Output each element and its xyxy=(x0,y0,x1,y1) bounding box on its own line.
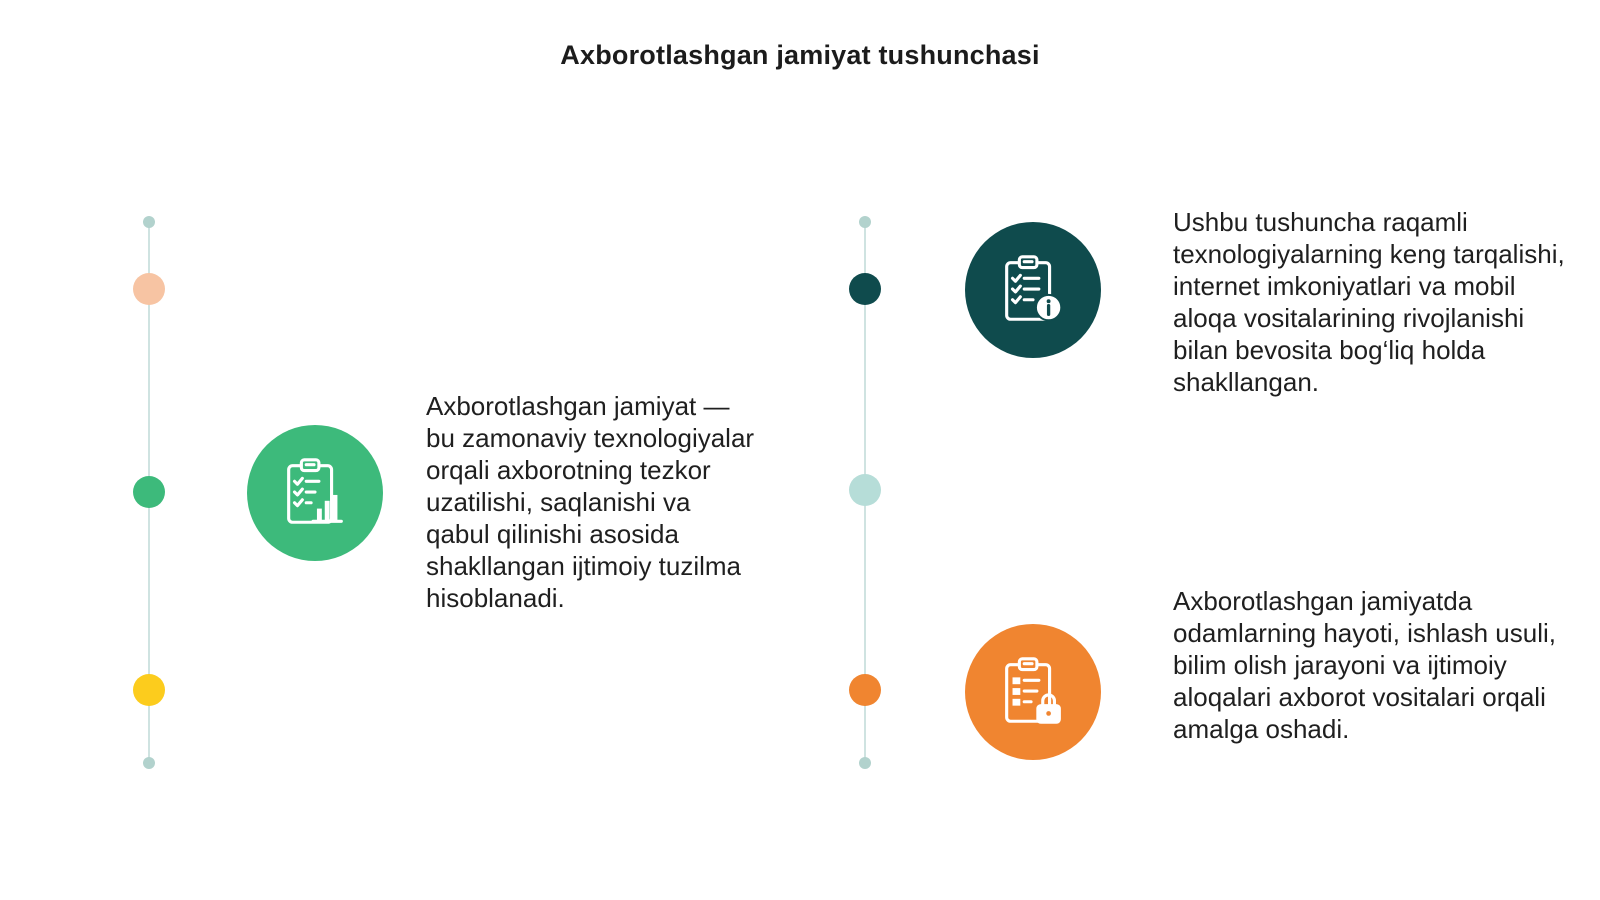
item-text: Axborotlashgan jamiyatda odamlarning hayoti, ishlash usuli, bilim olish jarayoni va ijtimoiy aloqalari axborot vositalari orqali amalga oshadi. xyxy=(1173,586,1556,744)
timeline-dot-yellow xyxy=(133,674,165,706)
clipboard-info-icon xyxy=(965,222,1101,358)
timeline-dot-orange xyxy=(849,674,881,706)
timeline-dot-teal xyxy=(849,273,881,305)
clipboard-chart-icon xyxy=(247,425,383,561)
timeline-end-dot-bottom xyxy=(143,757,155,769)
timeline-dot-light-teal xyxy=(849,474,881,506)
right-timeline xyxy=(845,0,885,900)
page-title: Axborotlashgan jamiyat tushunchasi xyxy=(560,40,1040,70)
item-text: Axborotlashgan jamiyat — bu zamonaviy texnologiyalar orqali axborotning tezkor uzatilishi, saqlanishi va qabul qilinishi asosida shakllangan ijtimoiy tuzilma hisoblanadi. xyxy=(426,391,755,613)
timeline-end-dot-top xyxy=(143,216,155,228)
timeline-dot-peach xyxy=(133,273,165,305)
left-timeline xyxy=(129,0,169,900)
timeline-end-dot-bottom xyxy=(859,757,871,769)
clipboard-lock-icon xyxy=(965,624,1101,760)
item-text: Ushbu tushuncha raqamli texnologiyalarning keng tarqalishi, internet imkoniyatlari va mobil aloqa vositalarining rivojlanishi bilan bevosita bog‘liq holda shakllangan. xyxy=(1173,207,1565,397)
timeline-dot-green xyxy=(133,476,165,508)
timeline-end-dot-top xyxy=(859,216,871,228)
